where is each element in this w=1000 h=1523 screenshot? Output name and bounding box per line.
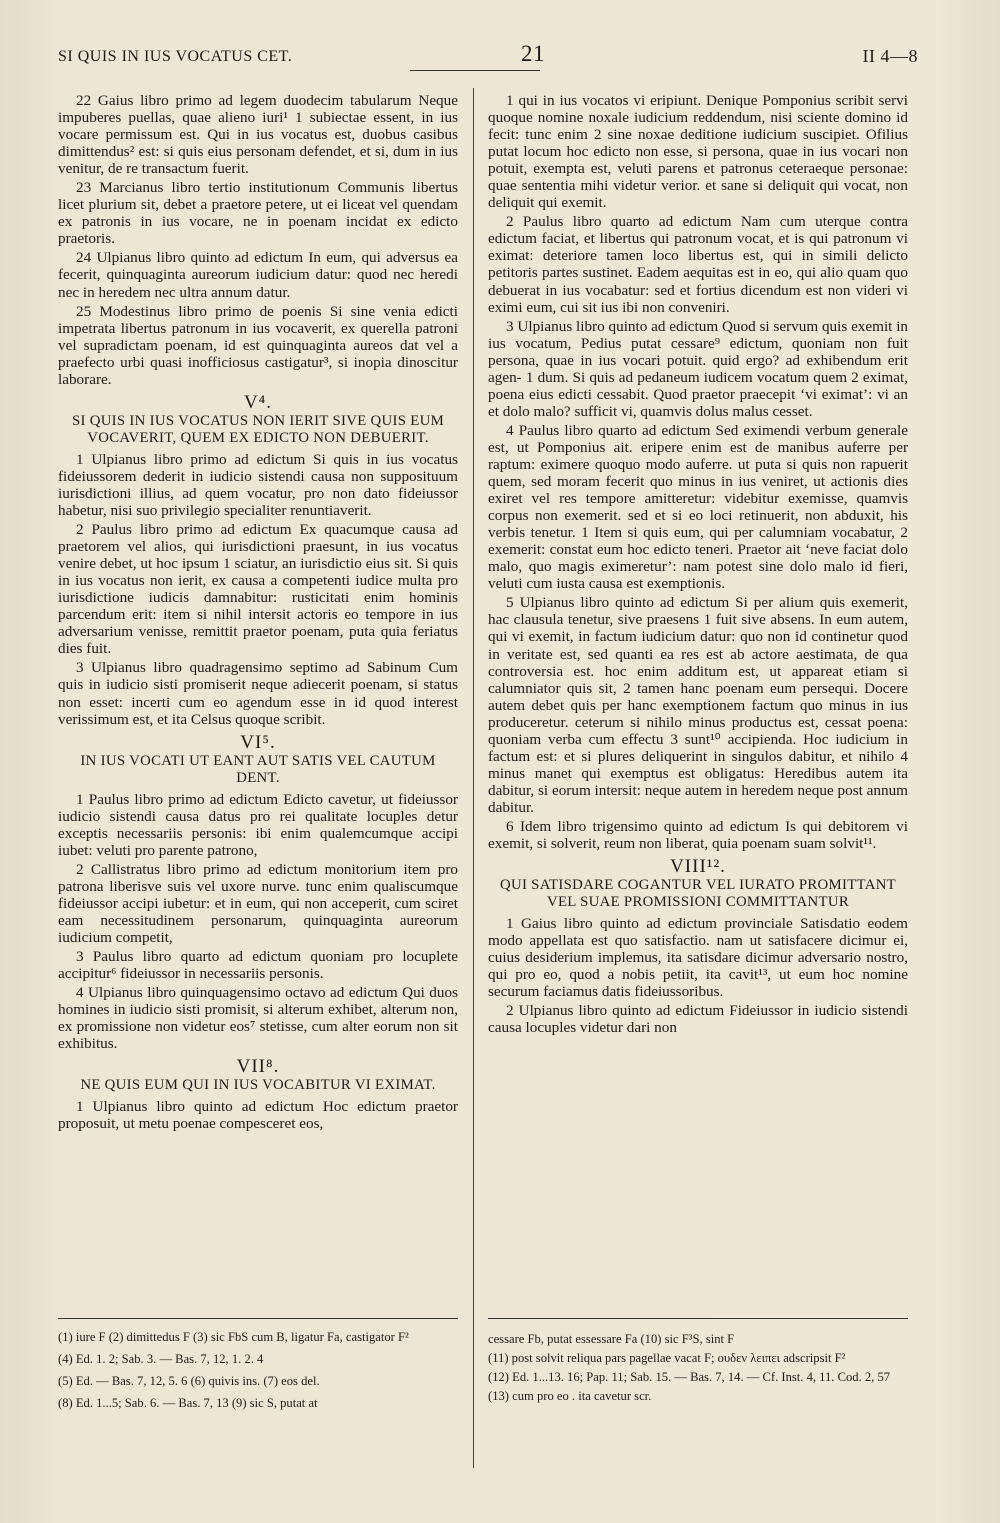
paragraph: 2 Paulus libro quarto ad edictum Nam cum uterque contra edictum faciat, et libertus qui patronum vocat, et is qui patronum vi eximat: deteriore tamen loco libertus est, qui in simili delicto petitoris partes sustinet. Eadem aequitas est in eo, qui alio quam quo debuerat in ius vocabatur: sed et fortius dicendum est non videri vi eximi eum, cui sit ius ibi non conveniri. (488, 213, 908, 316)
paragraph: 22 Gaius libro primo ad legem duodecim tabularum Neque impuberes puellas, quae alieno iuri¹ 1 subiectae essent, in ius vocare permissum est. Qui in ius vocatus est, duobus casibus dimittendus² est: si quis eius personam defendet, et si, dum in ius venitur, de re transactum fuerit. (58, 92, 458, 178)
section-number: VI⁵. (240, 731, 276, 753)
paragraph: 5 Ulpianus libro quinto ad edictum Si per alium quis exemerit, hac clausula tenetur, sive praesens 1 fuit sive absens. In eum autem, qui vi exemit, in factum iudicium datur: quo non id continetur quod in veritate est, sed quanti ea res est ab actore aestimata, de qua controversia est. hoc enim additum est, ut appareat etiam si calumniator quis sit, 2 tamen hanc poenam eum persequi. Docere autem debet quis per hanc exemptionem factum quo minus in ius produceretur. ceterum si nihilo minus productus est, cessat poena: quoniam verba cum effectu 3 sunt¹⁰ accipienda. Hoc iudicium in factum est: et si plures deliquerint in singulos dabitur, et nihilo 4 minus manet qui exemptus est obligatus: Heredibus autem ita dabitur, si eorum intersit: neque autem in heredem neque post annum dabitur. (488, 594, 908, 816)
paragraph: 2 Ulpianus libro quinto ad edictum Fideiussor in iudicio sistendi causa locuples videtur dari non (488, 1002, 908, 1037)
running-head-reference: II 4—8 (862, 46, 918, 66)
footnote: (4) Ed. 1. 2; Sab. 3. — Bas. 7, 12, 1. 2. 4 (58, 1352, 264, 1366)
footnotes-left (58, 1326, 458, 1414)
section-number: V⁴. (243, 391, 273, 413)
section-number: VIII¹². (670, 856, 726, 878)
paragraph: 6 Idem libro trigensimo quinto ad edictum Is qui debitorem vi exemit, si solverit, reum non liberat, quia poenam suam solvit¹¹. (488, 817, 908, 853)
paragraph: 1 qui in ius vocatos vi eripiunt. Denique Pomponius scribit servi quoque nomine noxale iudicium reddendum, nisi sciente domino id fecit: tunc enim 2 sine noxae deditione iudicium suscipiet. Ofilius putat locum hoc edicto non esse, si persona, quae in ius vocari non potuit, exempta est, veluti parens et patronus ceteraeque personae: quae sententia mihi videtur verior. et sane si deliquit qui vocat, non deliquit qui exemit. (488, 92, 908, 212)
footnote: (11) post solvit reliqua pars pagellae vacat F; ουδεν λειπει adscripsit F² (488, 1351, 846, 1365)
footnotes-right (488, 1330, 908, 1406)
section-title: QUI SATISDARE COGANTUR VEL IURATO PROMITTANT VEL SUAE PROMISSIONI COMMITTANTUR (499, 877, 897, 911)
paragraph: 1 Ulpianus libro primo ad edictum Si quis in ius vocatus fideiussorem dederit in iudicio sistendi causa non supposituum iurisdictioni illius, ad quem vocatur, pro non dato fideiussor habetur, nisi suo privilegio specialiter renuntiaverit. (58, 450, 458, 519)
section-title: SI QUIS IN IUS VOCATUS NON IERIT SIVE QUIS EUM VOCAVERIT, QUEM EX EDICTO NON DEBUERIT. (71, 412, 445, 446)
footnote: (8) Ed. 1...5; Sab. 6. — Bas. 7, 13 (9) sic S, putat at (58, 1396, 318, 1410)
footnote-rule-left (58, 1318, 458, 1319)
paragraph: 1 Ulpianus libro quinto ad edictum Hoc edictum praetor proposuit, ut metu poenae compesceret eos, (58, 1098, 458, 1133)
paragraph: 1 Gaius libro quinto ad edictum provinciale Satisdatio eodem modo appellata est quo satisfactio. nam ut satisfacere dicimur ei, cuius desiderium implemus, ita satisdare dicimur adversario nostro, qui pro eo, quod a nobis petiit, ita cavit¹³, ut eum hoc nomine securum faciamus datis fideiussoribus. (488, 915, 908, 1001)
running-head-title: SI QUIS IN IUS VOCATUS CET. (58, 48, 293, 65)
paragraph: 24 Ulpianus libro quinto ad edictum In eum, qui adversus ea fecerit, quinquaginta aureorum iudicium datur: quod nec heredi nec in heredem nec ultra annum datur. (58, 249, 458, 301)
paragraph: 3 Ulpianus libro quadragensimo septimo ad Sabinum Cum quis in iudicio sisti promiserit neque adiecerit poenam, si status non esset: incerti cum eo agendum esse in id quod interest verissimum est, et ita Celsus quoque scribit. (58, 659, 458, 728)
paragraph: 2 Paulus libro primo ad edictum Ex quacumque causa ad praetorem vel alios, qui iurisdictioni praesunt, in ius vocatus venire debet, ut hoc ipsum 1 sciatur, an iurisdictio eius sit. Si quis in ius vocatus non ierit, ex causa a competenti iudice multa pro iurisdictione iudicis damnabitur: rusticitati enim hominis parcendum erit: item si nihil intersit actoris eo tempore in ius adversarium venisse, remittit praetor poenam, puta quia feriatus dies fuit. (58, 521, 458, 658)
paragraph: 23 Marcianus libro tertio institutionum Communis libertus licet plurium sit, debet a praetore petere, ut ei liceat vel quendam ex patronis in ius vocare, ne in poenam incidat ex edicto praetoris. (58, 179, 458, 248)
page-number: 21 (521, 41, 545, 66)
footnote: (1) iure F (2) dimittedus F (3) sic FbS cum B, ligatur Fa, castigator F² (58, 1330, 409, 1344)
paragraph: 4 Ulpianus libro quinquagensimo octavo ad edictum Qui duos homines in iudicio sisti promisit, si alterum exhibet, alterum non, ex promissione non videtur eos⁷ stetisse, cum alter eorum non sit exhibitus. (58, 984, 458, 1053)
left-column (58, 92, 458, 1134)
paragraph: 4 Paulus libro quarto ad edictum Sed eximendi verbum generale est, ut Pomponius ait. eripere enim est de manibus auferre per raptum: eximere quoquo modo auferre. ut puta si quis non rapuerit quem, sed moram fecerit quo minus in ius veniret, ut actionis dies exiret vel res tempore amitteretur: videbitur exemisse, quamvis corpus non exemerit. sed et si eo loci retinuerit, non abduxit, his verbis tenetur. 1 Item si quis eum, qui per calumniam vocabatur, 2 exemerit: constat eum hoc edicto teneri. Praetor ait ‘neve faciat dolo malo, quo magis eximeretur’: nam potest sine dolo malo id fieri, veluti cum iusta causa est exemptionis. (488, 421, 908, 593)
footnote: (12) Ed. 1...13. 16; Pap. 11; Sab. 15. — Bas. 7, 14. — Cf. Inst. 4, 11. Cod. 2, 57 (13) cum pro eo . ita cavetur scr. (488, 1370, 891, 1403)
paragraph: 2 Callistratus libro primo ad edictum monitorium item pro patrona liberisve suis vel uxore nurve. tunc enim qualiscumque fideiussor accipi iubetur: et in eum, qui non acceperit, cum sciret eam necessitudinem personarum, quinquaginta aureorum iudicium competit, (58, 860, 458, 947)
paragraph: 25 Modestinus libro primo de poenis Si sine venia edicti impetrata libertus patronum in ius vocaverit, ex querella patroni vel supradictam poenam, id est quinquaginta aureos dat vel a praefecto urbi quasi inofficiosus castigatur³, si inopia dinoscitur laborare. (58, 302, 458, 388)
footnote: (5) Ed. — Bas. 7, 12, 5. 6 (6) quivis ins. (7) eos del. (58, 1374, 320, 1388)
right-column (488, 92, 908, 1038)
paragraph: 3 Paulus libro quarto ad edictum quoniam pro locuplete accipitur⁶ fideiussor in necessariis personis. (58, 948, 458, 983)
paragraph: 3 Ulpianus libro quinto ad edictum Quod si servum quis exemit in ius vocatum, Pedius putat cessare⁹ edictum, quoniam non fuit persona, quae in ius vocari potuit. quid ergo? ad exhibendum erit agen- 1 dum. Si quis ad pedaneum iudicem vocatum quem 2 eximat, poena eius edicti cessabit. Quod praetor praecepit ‘vi eximat’: vi an et dolo malo? sufficit vi, quamvis dolus malus cesset. (488, 317, 909, 420)
paragraph: 1 Paulus libro primo ad edictum Edicto cavetur, ut fideiussor iudicio sistendi causa datus pro rei qualitate locuples detur exceptis necessariis personis: ibi enim qualemcumque accipi iubet: veluti pro parente patrono, (58, 790, 458, 859)
footnote-rule-right (488, 1318, 908, 1319)
section-title: NE QUIS EUM QUI IN IUS VOCABITUR VI EXIMAT. (80, 1077, 436, 1094)
column-divider (473, 88, 474, 1468)
header-rule (410, 70, 540, 71)
section-number: VII⁸. (236, 1056, 280, 1078)
section-title: IN IUS VOCATI UT EANT AUT SATIS VEL CAUTUM DENT. (80, 752, 436, 786)
footnote: cessare Fb, putat essessare Fa (10) sic F³S, sint F (488, 1332, 735, 1346)
